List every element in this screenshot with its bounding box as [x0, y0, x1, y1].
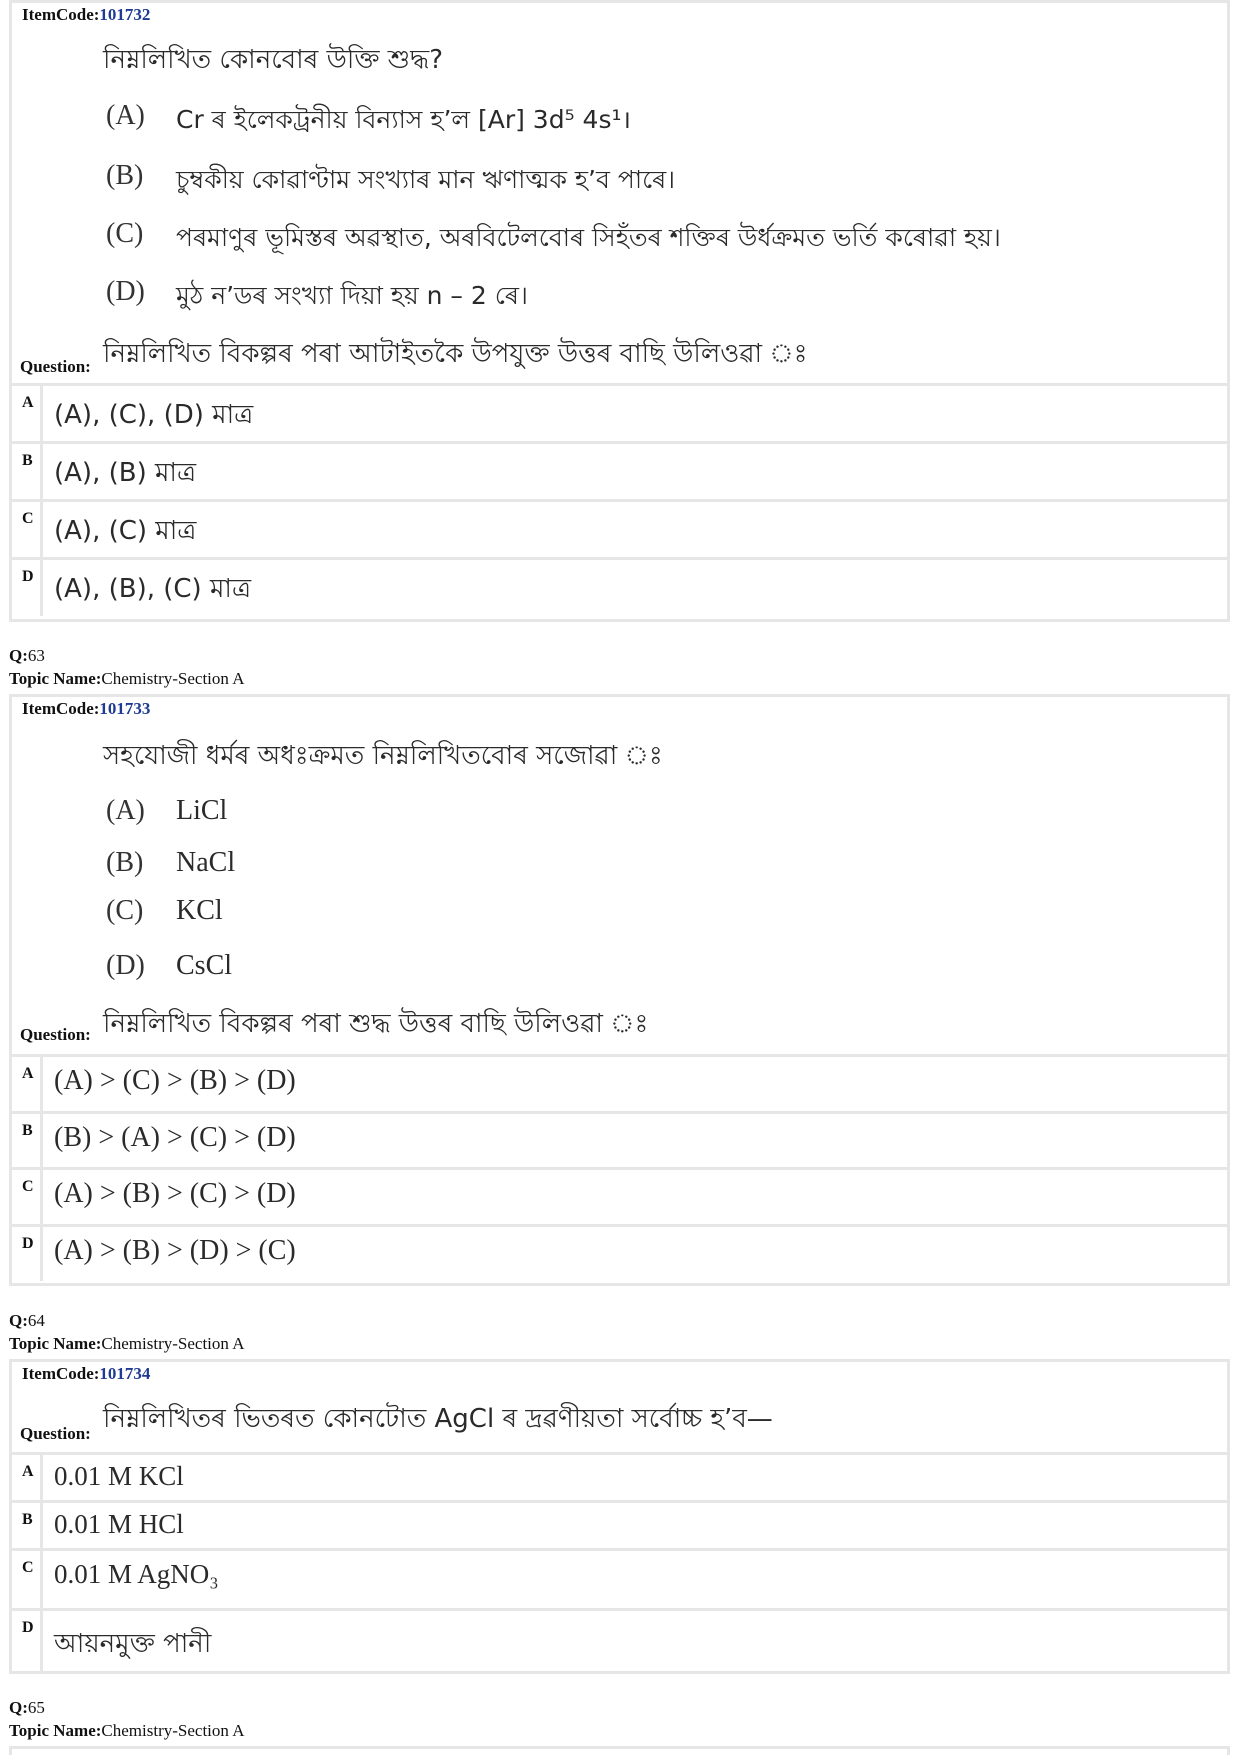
option-text: (A) > (C) > (B) > (D): [54, 1065, 296, 1096]
option-text: 0.01 M HCl: [54, 1509, 184, 1539]
item-code: ItemCode:101733: [22, 699, 151, 718]
option-text: 0.01 M KCl: [54, 1461, 184, 1491]
option-letter: C: [22, 1178, 34, 1195]
option-letter: D: [22, 568, 34, 585]
question-card-62: [9, 0, 1230, 622]
statement-letter: (B): [106, 160, 144, 191]
option-a[interactable]: [12, 383, 1227, 442]
topic-name: Topic Name:Chemistry-Section A: [9, 669, 245, 688]
option-text: আয়নমুক্ত পানী: [54, 1629, 212, 1659]
question-number: Q:63: [9, 646, 45, 665]
statement-letter: (D): [106, 276, 145, 307]
option-letter: C: [22, 510, 34, 527]
question-label: Question:: [20, 357, 91, 376]
option-c[interactable]: [12, 1548, 1227, 1609]
question-label: Question:: [20, 1424, 91, 1443]
statement-letter: (B): [106, 847, 144, 878]
option-text: (A), (C), (D) মাত্ৰ: [54, 400, 254, 430]
option-a[interactable]: [12, 1452, 1227, 1501]
question-stem: নিম্নলিখিত কোনবোৰ উক্তি শুদ্ধ?: [103, 45, 444, 75]
statement-text: পৰমাণুৰ ভূমিস্তৰ অৱস্থাত, অৰবিটেলবোৰ সিহঁতৰ শক্তিৰ উৰ্ধক্ৰমত ভৰ্তি কৰোৱা হয়।: [176, 223, 1001, 252]
statement-text: KCl: [176, 895, 223, 926]
question-text: নিম্নলিখিতৰ ভিতৰত কোনটোত AgCl ৰ দ্ৰৱণীয়তা সৰ্বোচ্চ হ’ব—: [103, 1404, 773, 1434]
question-stem: সহযোজী ধৰ্মৰ অধঃক্ৰমত নিম্নলিখিতবোৰ সজোৱা ঃ: [103, 741, 663, 771]
option-text: (A), (C) মাত্ৰ: [54, 516, 197, 546]
option-text: (A), (B), (C) মাত্ৰ: [54, 574, 252, 604]
option-letter: B: [22, 452, 33, 469]
option-b[interactable]: [12, 1500, 1227, 1549]
item-code: ItemCode:101734: [22, 1364, 151, 1383]
option-letter: D: [22, 1619, 34, 1636]
statement-text: চুম্বকীয় কোৱাণ্টাম সংখ্যাৰ মান ঋণাত্মক হ’ব পাৰে।: [176, 165, 676, 194]
question-number: Q:64: [9, 1311, 45, 1330]
option-letter: D: [22, 1235, 34, 1252]
statement-letter: (C): [106, 218, 144, 249]
statement-text: LiCl: [176, 795, 228, 826]
option-letter: B: [22, 1511, 33, 1528]
option-letter: A: [22, 1463, 34, 1480]
question-number: Q:65: [9, 1698, 45, 1717]
option-text: (A) > (B) > (D) > (C): [54, 1235, 296, 1266]
statement-text: Cr ৰ ইলেকট্ৰনীয় বিন্যাস হ’ল [Ar] 3d⁵ 4s¹।: [176, 105, 631, 134]
option-letter: A: [22, 1065, 34, 1082]
option-letter: B: [22, 1122, 33, 1139]
item-code-value: 101732: [99, 5, 151, 24]
option-text: (A), (B) মাত্ৰ: [54, 458, 197, 488]
question-card-64: [9, 1359, 1230, 1674]
option-b[interactable]: [12, 441, 1227, 500]
question-card-63: [9, 694, 1230, 1286]
question-text: নিম্নলিখিত বিকল্পৰ পৰা আটাইতকৈ উপযুক্ত উত্তৰ বাছি উলিওৱা ঃ: [103, 339, 808, 369]
option-a[interactable]: [12, 1054, 1227, 1111]
option-c[interactable]: [12, 1167, 1227, 1224]
option-d[interactable]: [12, 1608, 1227, 1671]
statement-text: মুঠ ন’ডৰ সংখ্যা দিয়া হয় n – 2 ৰে।: [176, 281, 528, 310]
option-b[interactable]: [12, 1111, 1227, 1168]
statement-letter: (D): [106, 950, 145, 981]
item-code-value: 101734: [99, 1364, 151, 1383]
option-text: (B) > (A) > (C) > (D): [54, 1122, 296, 1153]
topic-name: Topic Name:Chemistry-Section A: [9, 1721, 245, 1740]
question-text: নিম্নলিখিত বিকল্পৰ পৰা শুদ্ধ উত্তৰ বাছি উলিওৱা ঃ: [103, 1009, 649, 1039]
option-c[interactable]: [12, 499, 1227, 558]
question-card-65: [9, 1746, 1230, 1755]
option-text: 0.01 M AgNO₃: [54, 1559, 219, 1589]
option-text: (A) > (B) > (C) > (D): [54, 1178, 296, 1209]
statement-letter: (C): [106, 895, 144, 926]
option-d[interactable]: [12, 557, 1227, 616]
option-letter: C: [22, 1559, 34, 1576]
question-label: Question:: [20, 1025, 91, 1044]
option-d[interactable]: [12, 1224, 1227, 1281]
statement-letter: (A): [106, 795, 145, 826]
option-letter: A: [22, 394, 34, 411]
statement-letter: (A): [106, 100, 145, 131]
statement-text: NaCl: [176, 847, 236, 878]
topic-name: Topic Name:Chemistry-Section A: [9, 1334, 245, 1353]
statement-text: CsCl: [176, 950, 233, 981]
item-code: ItemCode:101732: [22, 5, 151, 24]
item-code-value: 101733: [99, 699, 151, 718]
